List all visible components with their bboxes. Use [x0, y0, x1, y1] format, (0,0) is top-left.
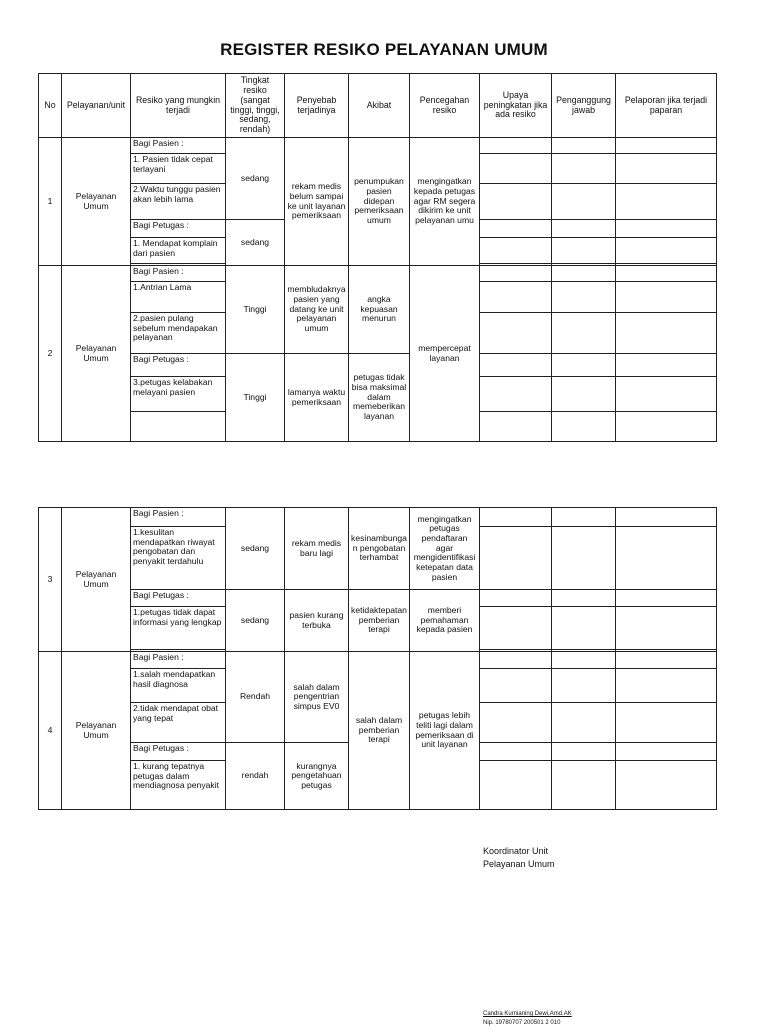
- resiko-cell-empty: [131, 412, 226, 442]
- penanggung-cell: [552, 282, 616, 313]
- pasien-label: Bagi Pasien :: [131, 138, 226, 154]
- pelaporan-cell: [616, 412, 717, 442]
- register-table-part-2: [38, 507, 717, 813]
- upaya-cell: [480, 184, 552, 220]
- penyebab-cell: kurangnya pengetahuan petugas: [285, 743, 349, 810]
- resiko-item: 1.petugas tidak dapat informasi yang lengkap: [131, 607, 226, 650]
- tingkat-cell: Tinggi: [226, 354, 285, 442]
- resiko-item: 2.Waktu tunggu pasien akan lebih lama: [131, 184, 226, 220]
- tingkat-cell: Tinggi: [226, 266, 285, 354]
- upaya-cell: [480, 527, 552, 590]
- upaya-cell: [480, 377, 552, 412]
- col-no-header: No: [39, 74, 62, 138]
- resiko-item: 3.petugas kelabakan melayani pasien: [131, 377, 226, 412]
- pelaporan-cell: [616, 282, 717, 313]
- tingkat-cell: sedang: [226, 508, 285, 590]
- row-number: 2: [39, 266, 62, 442]
- col-pelaporan-header: Pelaporan jika terjadi paparan: [616, 74, 717, 138]
- upaya-cell: [480, 761, 552, 810]
- upaya-cell: [480, 669, 552, 703]
- penyebab-cell: rekam medis baru lagi: [285, 508, 349, 590]
- penanggung-cell: [552, 377, 616, 412]
- pelaporan-cell: [616, 354, 717, 377]
- penanggung-cell: [552, 761, 616, 810]
- pelaporan-cell: [616, 508, 717, 527]
- penanggung-cell: [552, 220, 616, 238]
- pelaporan-cell: [616, 703, 717, 743]
- table-row: [39, 354, 717, 377]
- col-akibat-header: Akibat: [349, 74, 410, 138]
- pelaporan-cell: [616, 761, 717, 810]
- akibat-cell: salah dalam pemberian terapi: [349, 652, 410, 810]
- row-unit: Pelayanan Umum: [62, 508, 131, 652]
- upaya-cell: [480, 138, 552, 154]
- penanggung-cell: [552, 703, 616, 743]
- register-table-part-1: [38, 73, 717, 421]
- petugas-label: Bagi Petugas :: [131, 354, 226, 377]
- pelaporan-cell: [616, 590, 717, 607]
- row-unit: Pelayanan Umum: [62, 138, 131, 266]
- header-row: [39, 74, 717, 138]
- penanggung-cell: [552, 313, 616, 354]
- signature-block: [483, 845, 555, 871]
- pelaporan-cell: [616, 652, 717, 669]
- petugas-label: Bagi Petugas :: [131, 743, 226, 761]
- upaya-cell: [480, 266, 552, 282]
- upaya-cell: [480, 703, 552, 743]
- penyebab-cell: lamanya waktu pemeriksaan: [285, 354, 349, 442]
- pelaporan-cell: [616, 313, 717, 354]
- upaya-cell: [480, 590, 552, 607]
- penanggung-cell: [552, 652, 616, 669]
- row-number: 1: [39, 138, 62, 266]
- row-number: 4: [39, 652, 62, 810]
- akibat-cell: penumpukan pasien didepan pemeriksaan umum: [349, 138, 410, 266]
- penyebab-cell: salah dalam pengentrian simpus EV0: [285, 652, 349, 743]
- upaya-cell: [480, 508, 552, 527]
- pencegahan-cell: petugas lebih teliti lagi dalam pemeriksaan di unit layanan: [410, 652, 480, 810]
- table-row: [39, 138, 717, 154]
- upaya-cell: [480, 412, 552, 442]
- table-row: [39, 266, 717, 282]
- penanggung-cell: [552, 184, 616, 220]
- table-row: [39, 508, 717, 527]
- pelaporan-cell: [616, 607, 717, 650]
- penanggung-cell: [552, 508, 616, 527]
- tingkat-cell: sedang: [226, 590, 285, 652]
- resiko-item: 1.kesulitan mendapatkan riwayat pengobatan dan penyakit terdahulu: [131, 527, 226, 590]
- pelaporan-cell: [616, 238, 717, 264]
- upaya-cell: [480, 354, 552, 377]
- tingkat-cell: rendah: [226, 743, 285, 810]
- penanggung-cell: [552, 669, 616, 703]
- col-resiko-header: Resiko yang mungkin terjadi: [131, 74, 226, 138]
- resiko-item: 2.tidak mendapat obat yang tepat: [131, 703, 226, 743]
- pasien-label: Bagi Pasien :: [131, 266, 226, 282]
- akibat-cell: kesinambunga n pengobatan terhambat: [349, 508, 410, 590]
- pasien-label: Bagi Pasien :: [131, 508, 226, 527]
- tingkat-cell: sedang: [226, 220, 285, 266]
- pelaporan-cell: [616, 527, 717, 590]
- upaya-cell: [480, 154, 552, 184]
- penanggung-cell: [552, 607, 616, 650]
- akibat-cell: angka kepuasan menurun: [349, 266, 410, 354]
- pelaporan-cell: [616, 669, 717, 703]
- signature-nip: Nip. 19780707 200501 2 010: [483, 1020, 561, 1026]
- penanggung-cell: [552, 590, 616, 607]
- col-penanggung-header: Penganggung jawab: [552, 74, 616, 138]
- pelaporan-cell: [616, 220, 717, 238]
- col-penyebab-header: Penyebab terjadinya: [285, 74, 349, 138]
- pelaporan-cell: [616, 266, 717, 282]
- col-tingkat-header: Tingkat resiko (sangat tinggi, tinggi, sedang, rendah): [226, 74, 285, 138]
- upaya-cell: [480, 282, 552, 313]
- upaya-cell: [480, 220, 552, 238]
- signature-name: Candra Kurnianing Dewi,Amd.AK: [483, 1011, 572, 1017]
- petugas-label: Bagi Petugas :: [131, 590, 226, 607]
- row-unit: Pelayanan Umum: [62, 652, 131, 810]
- upaya-cell: [480, 652, 552, 669]
- upaya-cell: [480, 607, 552, 650]
- penanggung-cell: [552, 743, 616, 761]
- upaya-cell: [480, 743, 552, 761]
- resiko-item: 1.salah mendapatkan hasil diagnosa: [131, 669, 226, 703]
- upaya-cell: [480, 313, 552, 354]
- resiko-item: 1.Antrian Lama: [131, 282, 226, 313]
- resiko-item: 1. Mendapat komplain dari pasien: [131, 238, 226, 264]
- col-pencegahan-header: Pencegahan resiko: [410, 74, 480, 138]
- penyebab-cell: rekam medis belum sampai ke unit layanan pemeriksaan: [285, 138, 349, 266]
- resiko-item: 2.pasien pulang sebelum mendapakan pelayanan: [131, 313, 226, 354]
- pelaporan-cell: [616, 138, 717, 154]
- upaya-cell: [480, 238, 552, 264]
- akibat-cell: ketidaktepatan pemberian terapi: [349, 590, 410, 652]
- penanggung-cell: [552, 266, 616, 282]
- table-row: [39, 652, 717, 669]
- penanggung-cell: [552, 154, 616, 184]
- resiko-item: 1. kurang tepatnya petugas dalam mendiagnosa penyakit: [131, 761, 226, 810]
- pelaporan-cell: [616, 154, 717, 184]
- signature-role-line2: Pelayanan Umum: [483, 859, 555, 869]
- pasien-label: Bagi Pasien :: [131, 652, 226, 669]
- penyebab-cell: membludaknya pasien yang datang ke unit pelayanan umum: [285, 266, 349, 354]
- penanggung-cell: [552, 138, 616, 154]
- penanggung-cell: [552, 412, 616, 442]
- pelaporan-cell: [616, 184, 717, 220]
- pencegahan-cell: mengingatkan petugas pendaftaran agar mengidentifikasi ketepatan data pasien: [410, 508, 480, 590]
- tingkat-cell: Rendah: [226, 652, 285, 743]
- penanggung-cell: [552, 238, 616, 264]
- col-upaya-header: Upaya peningkatan jika ada resiko: [480, 74, 552, 138]
- penyebab-cell: pasien kurang terbuka: [285, 590, 349, 652]
- pelaporan-cell: [616, 377, 717, 412]
- pencegahan-cell: memberi pemahaman kepada pasien: [410, 590, 480, 652]
- pencegahan-cell: mempercepat layanan: [410, 266, 480, 442]
- pelaporan-cell: [616, 743, 717, 761]
- akibat-cell: petugas tidak bisa maksimal dalam memeberikan layanan: [349, 354, 410, 442]
- pencegahan-cell: mengingatkan kepada petugas agar RM segera dikirim ke unit pelayanan umu: [410, 138, 480, 266]
- penanggung-cell: [552, 354, 616, 377]
- row-number: 3: [39, 508, 62, 652]
- row-unit: Pelayanan Umum: [62, 266, 131, 442]
- document-title: REGISTER RESIKO PELAYANAN UMUM: [220, 40, 548, 59]
- petugas-label: Bagi Petugas :: [131, 220, 226, 238]
- resiko-item: 1. Pasien tidak cepat terlayani: [131, 154, 226, 184]
- col-unit-header: Pelayanan/unit: [62, 74, 131, 138]
- signature-role-line1: Koordinator Unit: [483, 846, 549, 856]
- table-row: [39, 590, 717, 607]
- tingkat-cell: sedang: [226, 138, 285, 220]
- penanggung-cell: [552, 527, 616, 590]
